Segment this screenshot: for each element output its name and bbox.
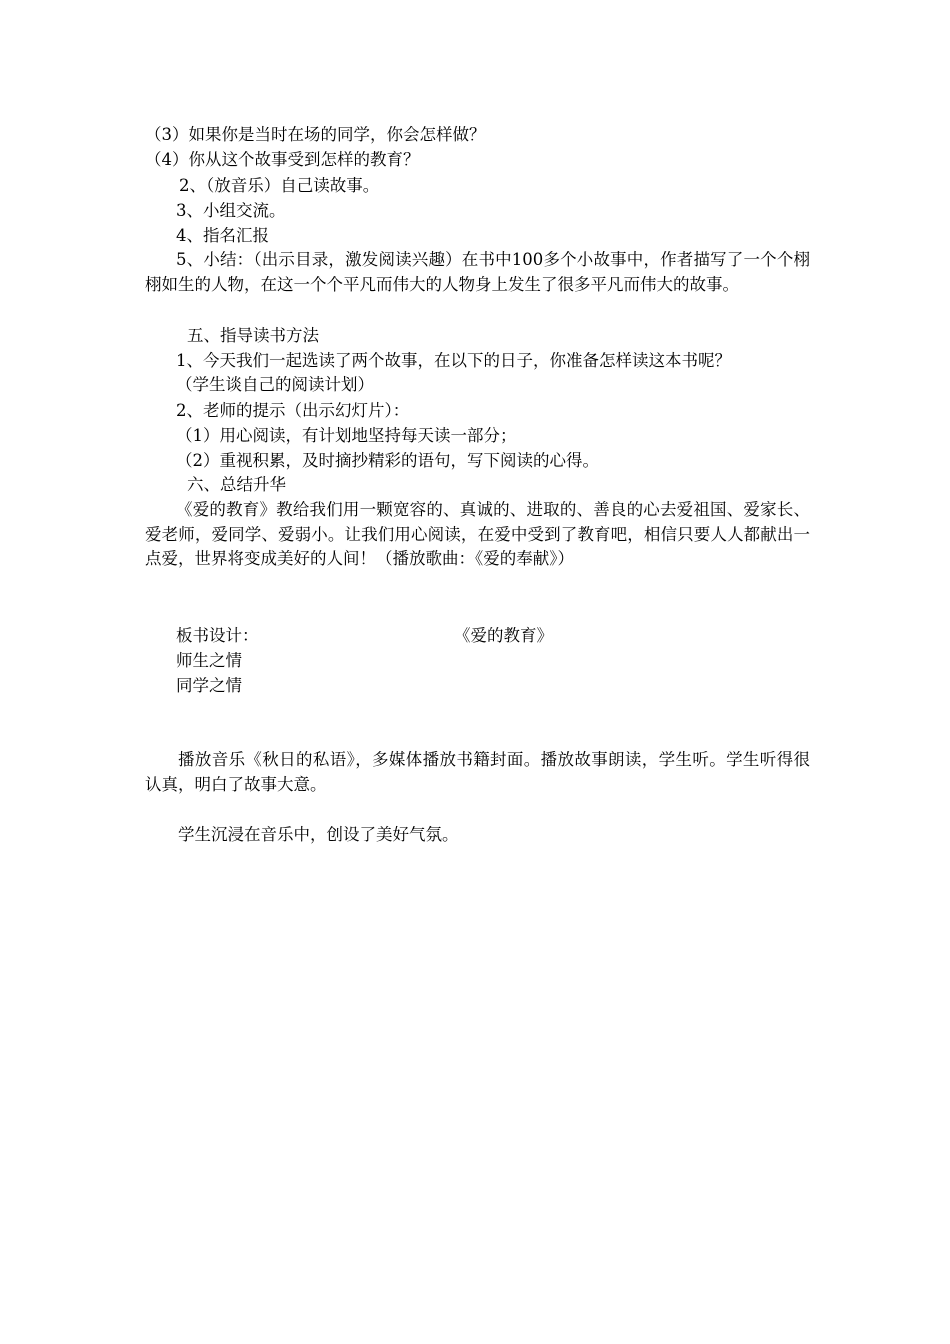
section-5-heading: 五、指导读书方法 (187, 326, 319, 345)
board-item-1: 师生之情 (176, 651, 242, 670)
step-4: 4、指名汇报 (176, 226, 269, 245)
step-3: 3、小组交流。 (176, 201, 286, 220)
step-2: 2、（放音乐）自己读故事。 (179, 176, 380, 195)
board-item-2: 同学之情 (176, 676, 242, 695)
teaching-note-1: 播放音乐《秋日的私语》，多媒体播放书籍封面。播放故事朗读，学生听。学生听得很认真，明白了故事大意。 (145, 750, 810, 794)
closing-summary: 《爱的教育》教给我们用一颗宽容的、真诚的、进取的、善良的心去爱祖国、爱家长、爱老师，爱同学、爱弱小。让我们用心阅读，在爱中受到了教育吧，相信只要人人都献出一点爱，世界将变成美好的人间！（播放歌曲：《爱的奉献》） (145, 500, 810, 568)
section-5-item-1: 1、今天我们一起选读了两个故事，在以下的日子，你准备怎样读这本书呢？ (176, 351, 731, 370)
step-5-summary: 5、小结：（出示目录，激发阅读兴趣）在书中100多个小故事中，作者描写了一个个栩栩如生的人物，在这一个个平凡而伟大的人物身上发生了很多平凡而伟大的故事。 (145, 250, 810, 294)
section-5-tip-2: （2）重视积累，及时摘抄精彩的语句，写下阅读的心得。 (176, 451, 599, 470)
section-5-item-2: 2、老师的提示（出示幻灯片）： (176, 401, 410, 420)
section-5-tip-1: （1）用心阅读，有计划地坚持每天读一部分； (176, 426, 517, 445)
teaching-note-2: 学生沉浸在音乐中，创设了美好气氛。 (178, 825, 459, 844)
board-design-title: 《爱的教育》 (454, 626, 553, 645)
question-4: （4）你从这个故事受到怎样的教育？ (145, 150, 420, 169)
section-5-item-1-note: （学生谈自己的阅读计划） (176, 375, 374, 394)
board-design-label: 板书设计： (176, 626, 259, 645)
section-6-heading: 六、总结升华 (187, 475, 286, 494)
question-3: （3）如果你是当时在场的同学，你会怎样做？ (145, 125, 486, 144)
